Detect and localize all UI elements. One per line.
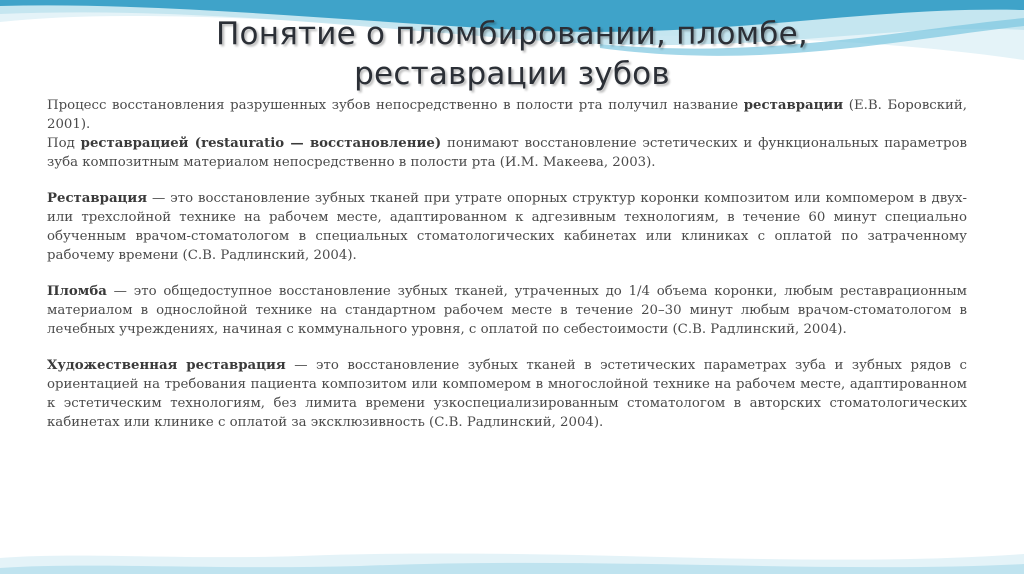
paragraph-term: реставрацией (restauratio — восстановление) bbox=[80, 136, 442, 151]
paragraph-text: (Е.В. Боровский, 2001). bbox=[47, 98, 968, 132]
paragraph-text: — это восстановление зубных тканей при утрате опорных структур коронки композитом или компомером в двух- или трехслойной технике на рабочем месте, адаптированном к адгезивным технологиям, в течение 60 минут специально обученным врачом-стоматологом в специальных стоматологических кабинетах или клиниках с оплатой по затраченному рабочему времени (С.В. Радлинский, 2004). bbox=[47, 191, 967, 263]
slide-body bbox=[47, 96, 967, 432]
paragraph-text: Процесс восстановления разрушенных зубов непосредственно в полости рта получил название bbox=[47, 98, 744, 113]
paragraph-term: Реставрация bbox=[47, 191, 148, 206]
title-line-1: Понятие о пломбировании, пломбе, bbox=[216, 16, 808, 52]
paragraph-text: Под bbox=[47, 136, 81, 151]
paragraph-artistic-restoration bbox=[47, 356, 967, 432]
paragraph-term: Пломба bbox=[47, 284, 107, 299]
paragraph-filling bbox=[47, 282, 967, 339]
bottom-wave-decoration bbox=[0, 540, 1024, 574]
paragraph-text: — это общедоступное восстановление зубных тканей, утраченных до 1/4 объема коронки, любым реставрационным материалом в однослойной технике на стандартном рабочем месте в течение 20–30 минут любым врачом-стоматологом в лечебных учреждениях, начиная с коммунального уровня, с оплатой по себестоимости (С.В. Радлинский, 2004). bbox=[47, 284, 967, 337]
paragraph-restoration bbox=[47, 189, 967, 265]
paragraph-text: понимают восстановление эстетических и функциональных параметров зуба композитным материалом непосредственно в полости рта (И.М. Макеева, 2003). bbox=[47, 136, 967, 170]
paragraph-term: Художественная реставрация bbox=[47, 358, 286, 373]
paragraph-restoration-definition bbox=[47, 134, 967, 172]
paragraph-term: реставрации bbox=[743, 98, 844, 113]
paragraph-text: — это восстановление зубных тканей в эстетических параметрах зуба и зубных рядов с ориентацией на требования пациента композитом или компомером в многослойной технике на рабочем месте, адаптированном к эстетическим технологиям, без лимита времени узкоспециализированным стоматологом в авторских стоматологических кабинетах или клинике с оплатой за эксклюзивность (С.В. Радлинский, 2004). bbox=[47, 358, 967, 430]
paragraph-restoration-process bbox=[47, 96, 967, 134]
slide-title bbox=[100, 14, 924, 94]
title-line-2: реставрации зубов bbox=[354, 56, 670, 92]
